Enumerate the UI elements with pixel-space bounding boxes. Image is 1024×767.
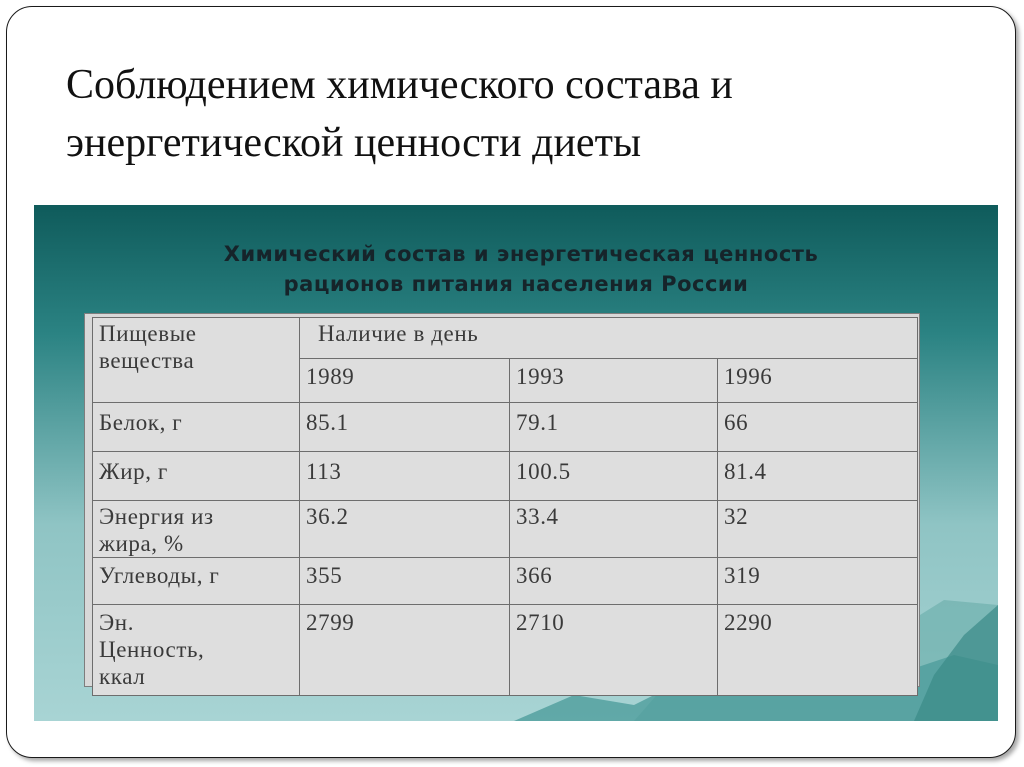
value-cell: 319 [718,558,918,605]
picture-title [34,239,998,299]
row-label-line: Эн. [99,610,135,635]
year-cell: 1996 [718,359,918,403]
value-cell: 79.1 [510,403,718,452]
value-cell: 33.4 [510,501,718,558]
table-row [93,452,918,501]
row-label-line: Энергия из [99,504,214,529]
header-nutrients-cell [93,318,300,403]
value-cell: 36.2 [300,501,510,558]
table-row [93,403,918,452]
table-picture [34,205,998,721]
picture-title-line: рационов питания населения России [283,272,749,296]
row-label-cell [93,605,300,696]
slide-title-line: энергетической ценности диеты [66,120,642,166]
header-availability-cell: Наличие в день [300,318,918,359]
table-row [93,605,918,696]
header-nutrients-line: Пищевые [99,321,197,346]
value-cell: 85.1 [300,403,510,452]
value-cell: 32 [718,501,918,558]
value-cell: 113 [300,452,510,501]
row-label-cell [93,403,300,452]
row-label-cell [93,501,300,558]
row-label-cell [93,452,300,501]
value-cell: 366 [510,558,718,605]
row-label-line: Углеводы, г [99,563,220,588]
row-label-line: ккал [99,664,146,689]
picture-title-line: Химический состав и энергетическая ценность [223,242,819,266]
table-row [93,558,918,605]
value-cell: 66 [718,403,918,452]
row-label-cell [93,558,300,605]
table-container [84,313,920,687]
row-label-line: Жир, г [99,459,168,484]
value-cell: 2710 [510,605,718,696]
table-row [93,501,918,558]
row-label-line: Ценность, [99,637,205,662]
value-cell: 81.4 [718,452,918,501]
row-label-line: Белок, г [99,410,183,435]
header-nutrients-line: вещества [99,348,195,373]
value-cell: 355 [300,558,510,605]
slide-title [66,56,966,172]
slide-title-line: Соблюдением химического состава и [66,62,733,108]
table-header-row [93,318,918,359]
value-cell: 100.5 [510,452,718,501]
value-cell: 2290 [718,605,918,696]
value-cell: 2799 [300,605,510,696]
year-cell: 1989 [300,359,510,403]
year-cell: 1993 [510,359,718,403]
nutrition-table [92,317,918,696]
row-label-line: жира, % [99,531,184,556]
